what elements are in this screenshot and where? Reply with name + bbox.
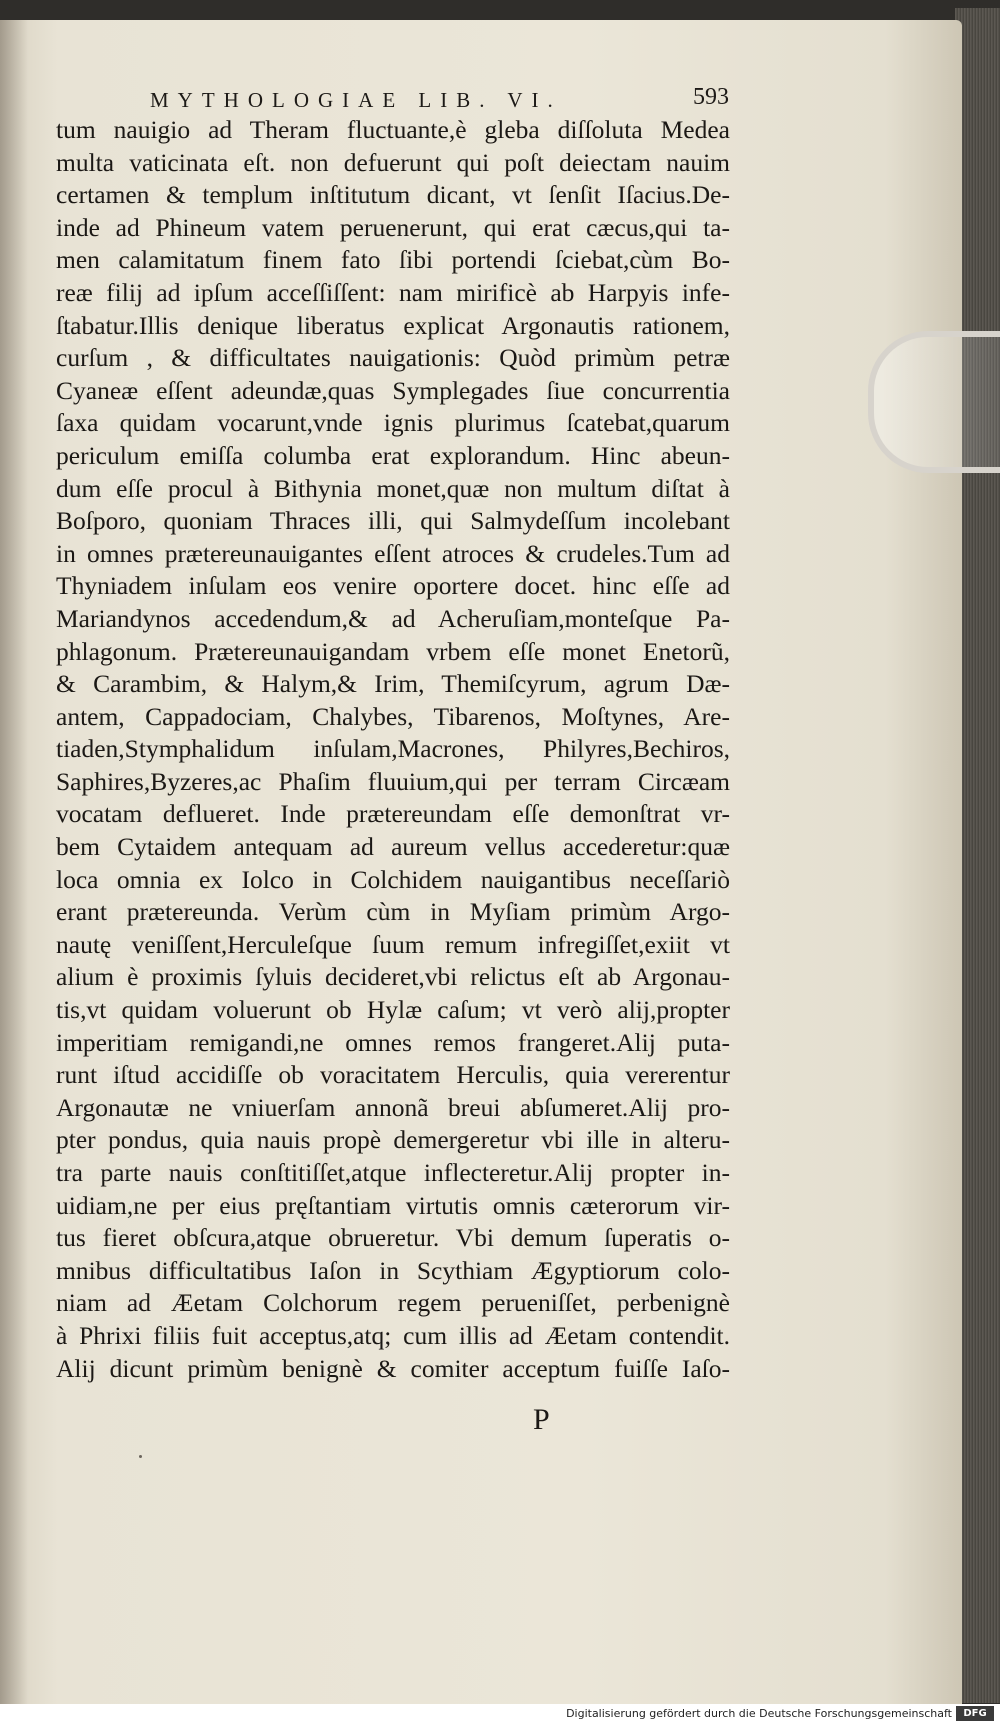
- text-line: in omnes prætereunauigantes eſſent atroces & crudeles.Tum ad: [56, 538, 730, 568]
- text-line: pter pondus, quia nauis propè demergeretur vbi ille in alteru-: [56, 1125, 730, 1155]
- body-text: [56, 114, 730, 1385]
- text-line: niam ad Æetam Colchorum regem perueniſſet, perbenignè: [56, 1288, 730, 1318]
- text-line: bem Cytaidem antequam ad aureum vellus accederetur:quæ: [56, 832, 730, 862]
- text-line: vocatam deflueret. Inde prætereundam eſſe demonſtrat vr-: [56, 799, 730, 829]
- text-line: dum eſſe procul à Bithynia monet,quæ non multum diſtat à: [56, 473, 730, 503]
- text-line: à Phrixi filiis fuit acceptus,atq; cum illis ad Æetam contendit.: [56, 1320, 730, 1350]
- text-line: imperitiam remigandi,ne omnes remos frangeret.Alij puta-: [56, 1027, 730, 1057]
- text-line: tiaden,Stymphalidum inſulam,Macrones, Philyres,Bechiros,: [56, 734, 730, 764]
- text-line: ſaxa quidam vocarunt,vnde ignis plurimus ſcatebat,quarum: [56, 408, 730, 438]
- text-line: phlagonum. Prætereunauigandam vrbem eſſe monet Enetorũ,: [56, 636, 730, 666]
- footer-bar: [0, 1704, 1000, 1723]
- text-line: mnibus difficultatibus Iaſon in Scythiam Ægyptiorum colo-: [56, 1255, 730, 1285]
- text-line: Cyaneæ eſſent adeundæ,quas Symplegades ſiue concurrentia: [56, 375, 730, 405]
- footer-credit: Digitalisierung gefördert durch die Deutsche Forschungsgemeinschaft: [566, 1707, 952, 1720]
- text-line: Mariandynos accedendum,& ad Acheruſiam,monteſque Pa-: [56, 603, 730, 633]
- text-line: alium è proximis ſyluis decideret,vbi relictus eſt ab Argonau-: [56, 962, 730, 992]
- text-line: runt iſtud accidiſſe ob voracitatem Herculis, quia vererentur: [56, 1060, 730, 1090]
- text-line: inde ad Phineum vatem peruenerunt, qui erat cæcus,qui ta-: [56, 212, 730, 242]
- dfg-logo: DFG: [956, 1706, 994, 1721]
- text-line: reæ filij ad ipſum acceſſiſſent: nam mirificè ab Harpyis infe-: [56, 277, 730, 307]
- page-holder-clip: [868, 331, 1000, 473]
- signature-mark: P: [533, 1403, 550, 1436]
- text-line: periculum emiſſa columba erat explorandum. Hinc abeun-: [56, 440, 730, 470]
- folio-number: 593: [693, 84, 729, 110]
- ink-speck: [139, 1455, 142, 1458]
- text-line: ſtabatur.Illis denique liberatus explicat Argonautis rationem,: [56, 310, 730, 340]
- text-line: loca omnia ex Iolco in Colchidem nauigantibus neceſſariò: [56, 864, 730, 894]
- text-line: tus fieret obſcura,atque obrueretur. Vbi demum ſuperatis o-: [56, 1223, 730, 1253]
- text-line: Alij dicunt primùm benignè & comiter acceptum fuiſſe Iaſo-: [56, 1353, 730, 1383]
- text-line: erant prætereunda. Verùm cùm in Myſiam primùm Argo-: [56, 897, 730, 927]
- text-line: Thyniadem inſulam eos venire oportere docet. hinc eſſe ad: [56, 571, 730, 601]
- text-line: Boſporo, quoniam Thraces illi, qui Salmydeſſum incolebant: [56, 506, 730, 536]
- gutter-shadow: [0, 20, 28, 1708]
- text-line: tis,vt quidam voluerunt ob Hylæ caſum; vt verò alij,propter: [56, 995, 730, 1025]
- text-line: curſum , & difficultates nauigationis: Quòd primùm petræ: [56, 343, 730, 373]
- text-line: Saphires,Byzeres,ac Phaſim fluuium,qui per terram Circæam: [56, 766, 730, 796]
- text-line: tra parte nauis conſtitiſſet,atque inflecteretur.Alij propter in-: [56, 1158, 730, 1187]
- text-line: men calamitatum finem fato ſibi portendi ſciebat,cùm Bo-: [56, 245, 730, 275]
- text-line: certamen & templum inſtitutum dicant, vt ſenſit Iſacius.De-: [56, 180, 730, 210]
- text-line: & Carambim, & Halym,& Irim, Themiſcyrum, agrum Dæ-: [56, 669, 730, 699]
- text-line: nautę veniſſent,Herculeſque ſuum remum infregiſſet,exiit vt: [56, 929, 730, 959]
- text-line: uidiam,ne per eius pręſtantiam virtutis omnis cæterorum vir-: [56, 1190, 730, 1220]
- running-title: MYTHOLOGIAE LIB. VI.: [150, 88, 562, 112]
- text-line: Argonautæ ne vniuerſam annonã breui abſumeret.Alij pro-: [56, 1092, 730, 1122]
- text-line: antem, Cappadociam, Chalybes, Tibarenos, Moſtynes, Are-: [56, 701, 730, 731]
- text-line: tum nauigio ad Theram fluctuante,è gleba diſſoluta Medea: [56, 115, 730, 144]
- text-line: multa vaticinata eſt. non defuerunt qui poſt deiectam nauim: [56, 147, 730, 177]
